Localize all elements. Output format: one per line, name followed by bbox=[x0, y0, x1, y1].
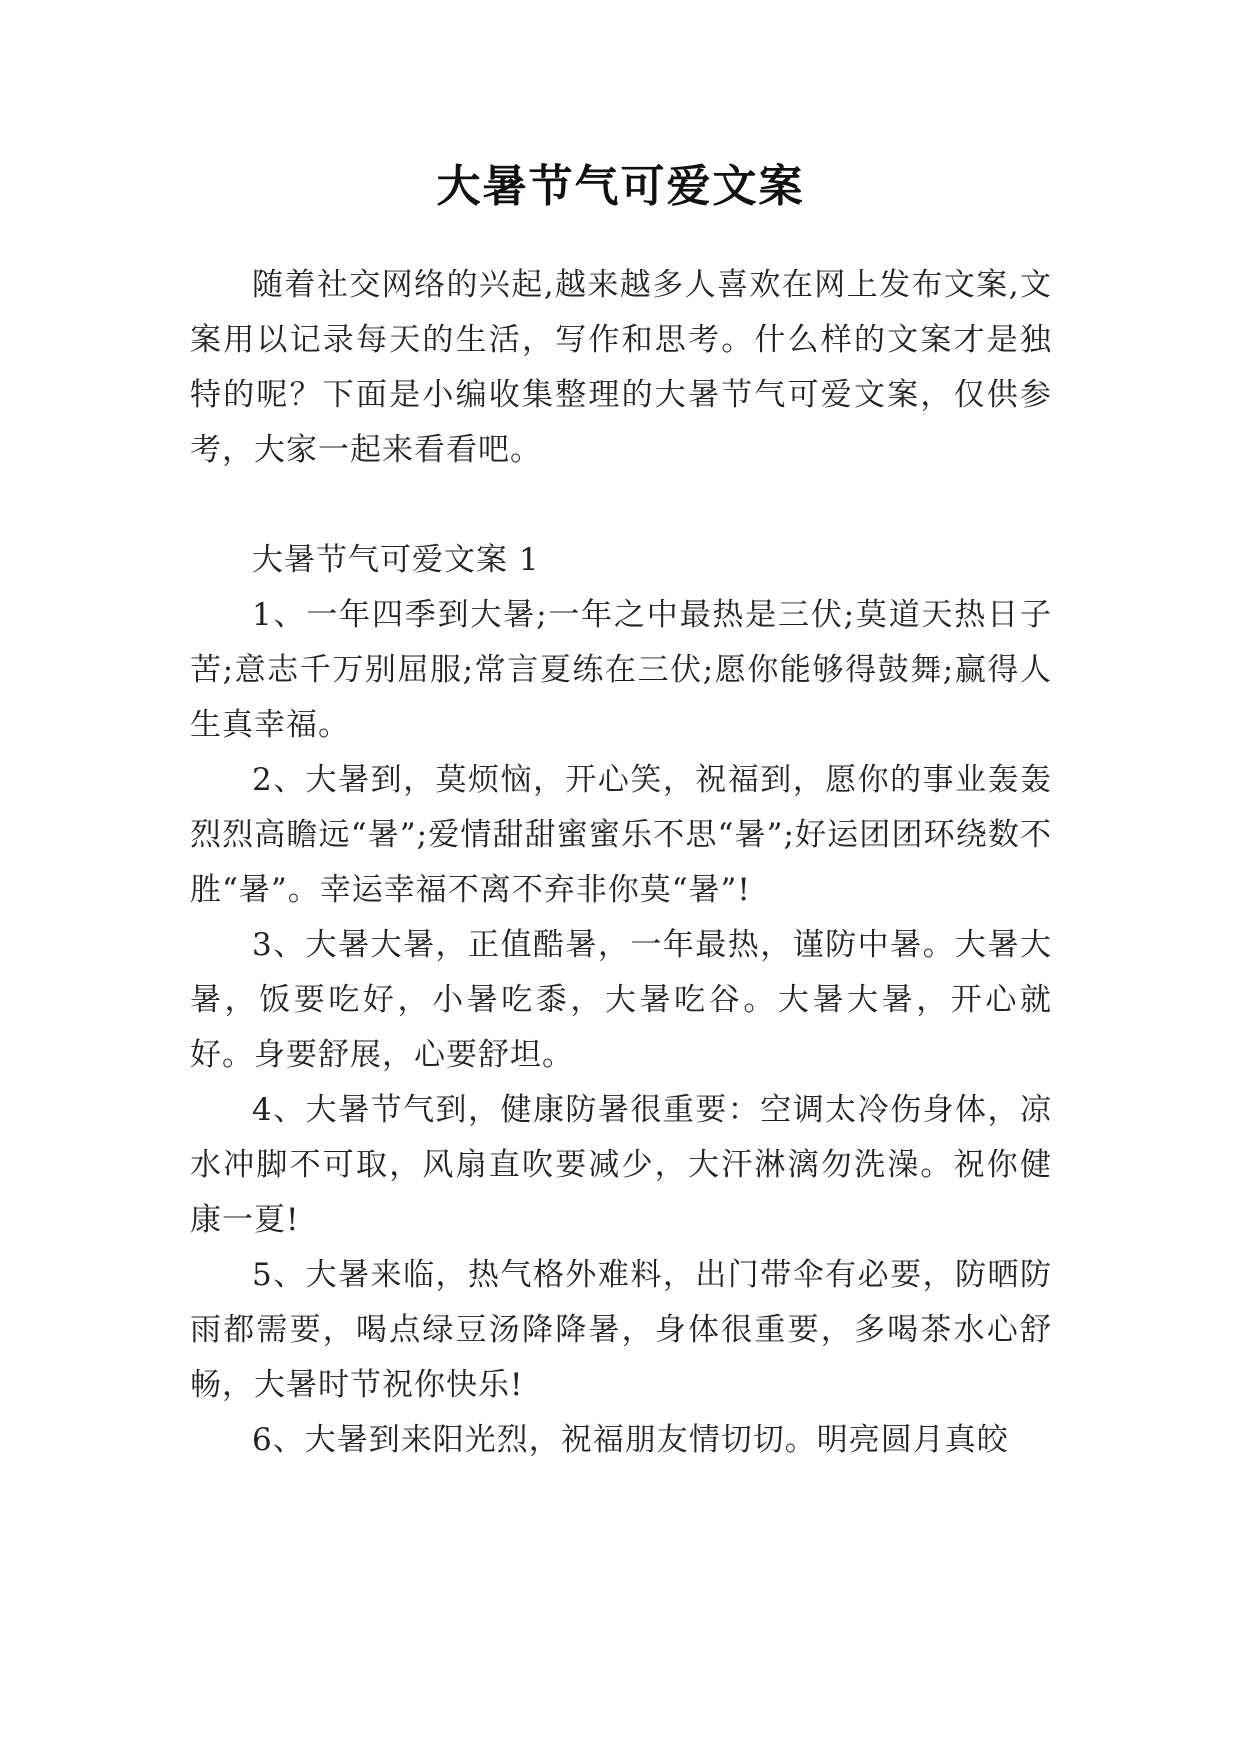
list-item: 2、大暑到，莫烦恼，开心笑，祝福到，愿你的事业轰轰烈烈高瞻远“暑”;爱情甜甜蜜蜜乐不思“暑”;好运团团环绕数不胜“暑”。幸运幸福不离不弃非你莫“暑”! bbox=[190, 762, 1052, 908]
document-title: 大暑节气可爱文案 bbox=[436, 161, 805, 212]
section-heading: 大暑节气可爱文案 1 bbox=[252, 542, 540, 578]
list-item: 3、大暑大暑，正值酷暑，一年最热，谨防中暑。大暑大暑，饭要吃好，小暑吃黍，大暑吃谷。大暑大暑，开心就好。身要舒展，心要舒坦。 bbox=[190, 927, 1052, 1073]
list-item: 4、大暑节气到，健康防暑很重要：空调太冷伤身体，凉水冲脚不可取，风扇直吹要减少，大汗淋漓勿洗澡。祝你健康一夏! bbox=[190, 1092, 1052, 1238]
list-item: 1、一年四季到大暑;一年之中最热是三伏;莫道天热日子苦;意志千万别屈服;常言夏练在三伏;愿你能够得鼓舞;赢得人生真幸福。 bbox=[190, 597, 1052, 743]
list-item: 6、大暑到来阳光烈，祝福朋友情切切。明亮圆月真皎 bbox=[252, 1422, 1009, 1458]
intro-paragraph: 随着社交网络的兴起,越来越多人喜欢在网上发布文案,文案用以记录每天的生活，写作和思考。什么样的文案才是独特的呢？下面是小编收集整理的大暑节气可爱文案，仅供参考，大家一起来看看吧。 bbox=[190, 267, 1052, 468]
list-item: 5、大暑来临，热气格外难料，出门带伞有必要，防晒防雨都需要，喝点绿豆汤降降暑，身体很重要，多喝茶水心舒畅，大暑时节祝你快乐! bbox=[190, 1257, 1052, 1403]
document-body bbox=[190, 258, 1052, 1468]
